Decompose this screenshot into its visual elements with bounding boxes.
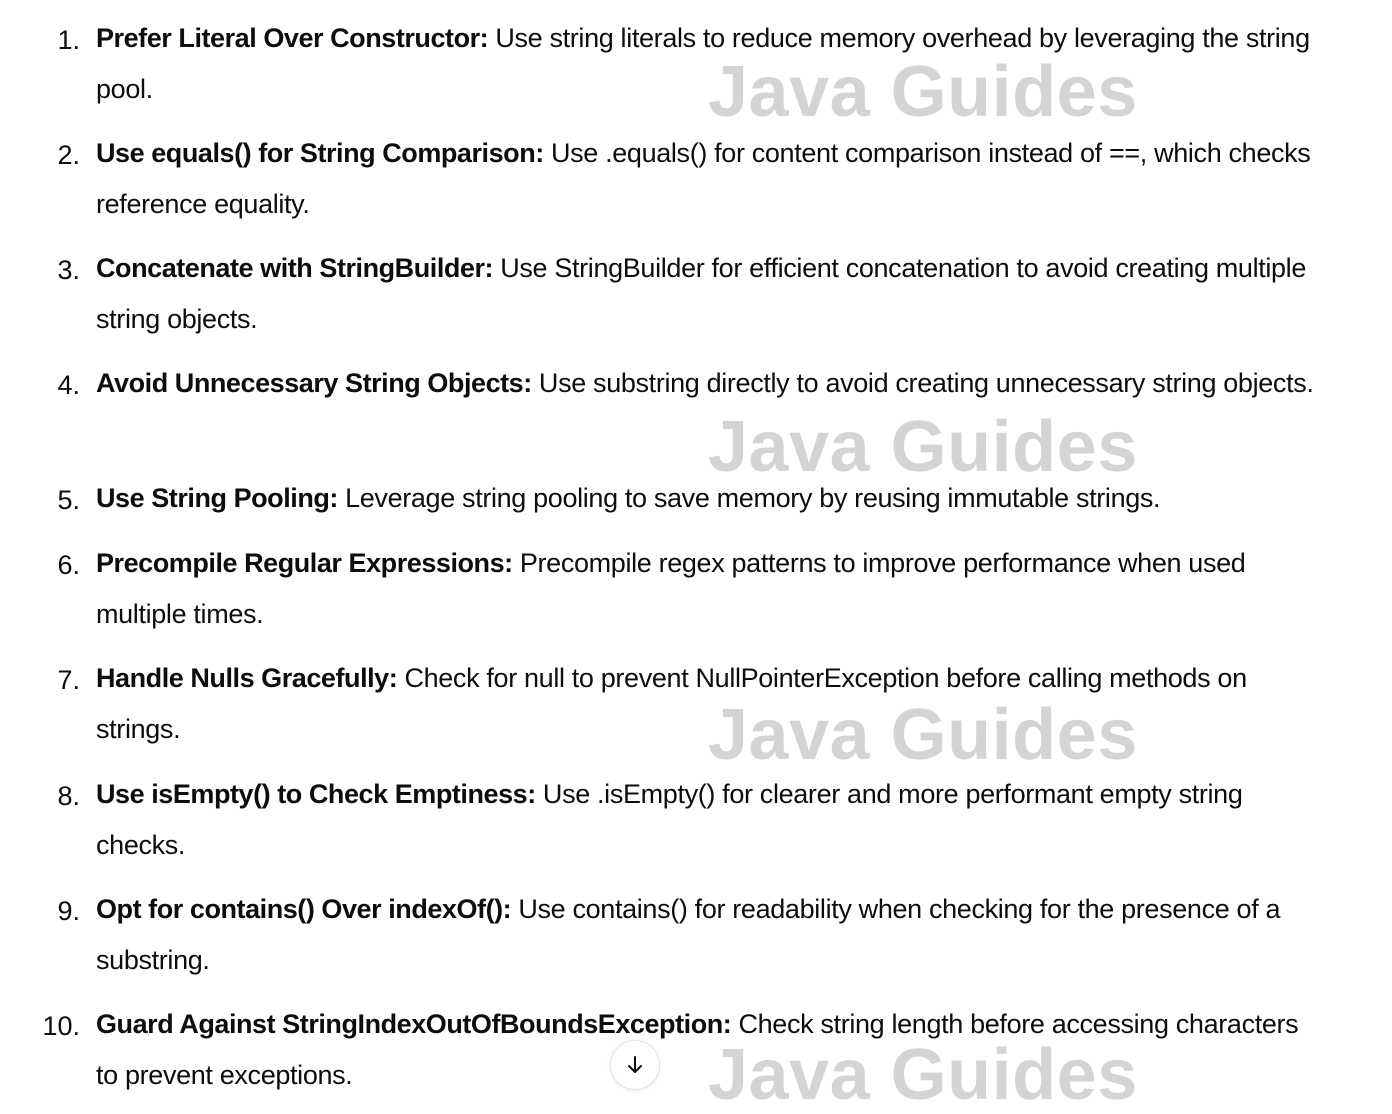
item-description: Check for null to prevent NullPointerException before calling methods on strings.	[96, 663, 1247, 744]
list-item	[0, 230, 1320, 332]
item-number: 8.	[57, 781, 80, 811]
watermark: Java Guides	[708, 695, 1138, 775]
watermark: Java Guides	[708, 52, 1138, 132]
item-description: Use .equals() for content comparison instead of ==, which checks reference equality.	[96, 138, 1311, 219]
item-description: Leverage string pooling to save memory by reusing immutable strings.	[337, 483, 1161, 513]
item-description: Use StringBuilder for efficient concatenation to avoid creating multiple string objects.	[96, 253, 1306, 334]
item-description: Check string length before accessing characters to prevent exceptions.	[96, 1009, 1299, 1090]
item-number: 6.	[57, 550, 80, 580]
item-title: Concatenate with StringBuilder:	[96, 253, 494, 283]
item-text	[96, 769, 1320, 870]
item-number: 2.	[57, 140, 80, 170]
item-text	[96, 884, 1320, 985]
list-item	[0, 115, 1320, 217]
list-item	[0, 986, 1320, 1088]
item-text	[96, 999, 1320, 1100]
arrow-down-icon	[623, 1053, 647, 1077]
scroll-to-bottom-button[interactable]	[610, 1040, 660, 1090]
item-number: 5.	[57, 485, 80, 515]
item-text	[96, 538, 1320, 639]
item-number: 1.	[57, 25, 80, 55]
item-title: Opt for contains() Over indexOf():	[96, 894, 512, 924]
item-title: Use isEmpty() to Check Emptiness:	[96, 779, 536, 809]
item-title: Prefer Literal Over Constructor:	[96, 23, 489, 53]
list-item	[0, 525, 1320, 627]
item-number: 4.	[57, 370, 80, 400]
item-text	[96, 653, 1320, 754]
item-number: 10.	[42, 1011, 80, 1041]
watermark: Java Guides	[708, 1035, 1138, 1114]
item-title: Use equals() for String Comparison:	[96, 138, 544, 168]
list-item	[0, 0, 1320, 102]
item-description: Use string literals to reduce memory overhead by leveraging the string pool.	[96, 23, 1310, 104]
item-description: Precompile regex patterns to improve performance when used multiple times.	[96, 548, 1246, 629]
item-title: Avoid Unnecessary String Objects:	[96, 368, 532, 398]
item-text	[96, 13, 1320, 114]
item-title: Precompile Regular Expressions:	[96, 548, 513, 578]
item-title: Handle Nulls Gracefully:	[96, 663, 398, 693]
list-item	[0, 871, 1320, 973]
item-text	[96, 358, 1320, 409]
item-title: Use String Pooling:	[96, 483, 338, 513]
item-description: Use .isEmpty() for clearer and more performant empty string checks.	[96, 779, 1243, 860]
item-number: 3.	[57, 255, 80, 285]
item-text	[96, 473, 1320, 524]
list-item	[0, 640, 1320, 742]
item-description: Use substring directly to avoid creating unnecessary string objects.	[531, 368, 1314, 398]
watermark: Java Guides	[708, 407, 1138, 487]
list-item	[0, 345, 1320, 447]
item-description: Use contains() for readability when checking for the presence of a substring.	[96, 894, 1281, 975]
item-number: 9.	[57, 896, 80, 926]
list-item	[0, 756, 1320, 858]
item-text	[96, 243, 1320, 344]
item-title: Guard Against StringIndexOutOfBoundsException:	[96, 1009, 732, 1039]
item-number: 7.	[57, 665, 80, 695]
item-text	[96, 128, 1320, 229]
